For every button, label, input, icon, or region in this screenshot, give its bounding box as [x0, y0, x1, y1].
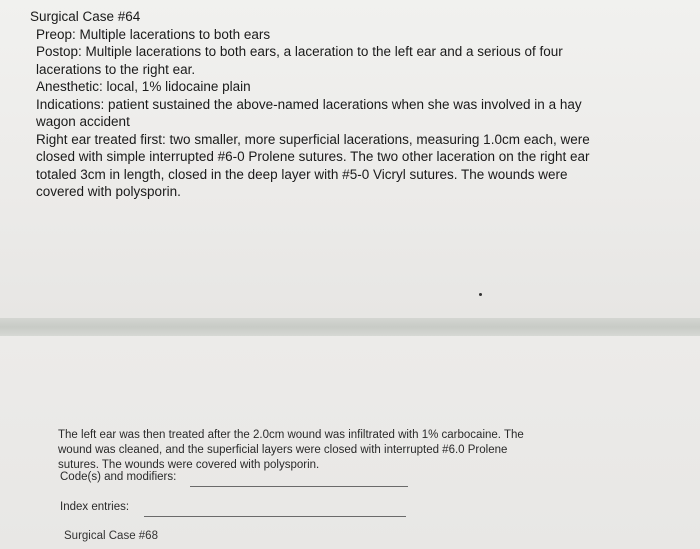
operative-report	[30, 8, 650, 201]
right-ear-line-4: covered with polysporin.	[36, 184, 181, 199]
preop-line: Preop: Multiple lacerations to both ears	[36, 26, 271, 42]
right-ear-line-3: totaled 3cm in length, closed in the deep layer with #5-0 Vicryl sutures. The wounds were	[36, 166, 568, 182]
left-ear-line-3: sutures. The wounds were covered with polysporin.	[58, 459, 320, 471]
index-answer-line[interactable]	[144, 516, 406, 517]
indications-line-1: Indications: patient sustained the above-named lacerations when she was involved in a hay	[36, 96, 582, 112]
indications-line-2: wagon accident	[36, 114, 130, 129]
stray-dot	[479, 293, 482, 296]
left-ear-line-2: wound was cleaned, and the superficial layers were closed with interrupted #6.0 Prolene	[58, 444, 508, 456]
index-label: Index entries:	[60, 501, 130, 513]
codes-label: Code(s) and modifiers:	[60, 471, 177, 483]
right-ear-line-1: Right ear treated first: two smaller, more superficial lacerations, measuring 1.0cm each, were	[36, 131, 590, 147]
case-title: Surgical Case #64	[30, 9, 141, 24]
anesthetic-line: Anesthetic: local, 1% lidocaine plain	[36, 79, 251, 94]
postop-line-2: lacerations to the right ear.	[36, 61, 196, 77]
page-separator	[0, 318, 700, 336]
postop-line-1: Postop: Multiple lacerations to both ears, a laceration to the left ear and a serious of four	[36, 44, 563, 59]
next-case-title: Surgical Case #68	[64, 530, 158, 542]
left-ear-line-1: The left ear was then treated after the 2.0cm wound was infiltrated with 1% carbocaine. The	[58, 429, 524, 441]
right-ear-line-2: closed with simple interrupted #6-0 Prolene sutures. The two other laceration on the right ear	[36, 149, 590, 164]
codes-field[interactable]	[60, 471, 176, 483]
index-field[interactable]	[60, 501, 129, 513]
codes-answer-line[interactable]	[190, 486, 408, 487]
left-ear-paragraph	[58, 428, 598, 473]
